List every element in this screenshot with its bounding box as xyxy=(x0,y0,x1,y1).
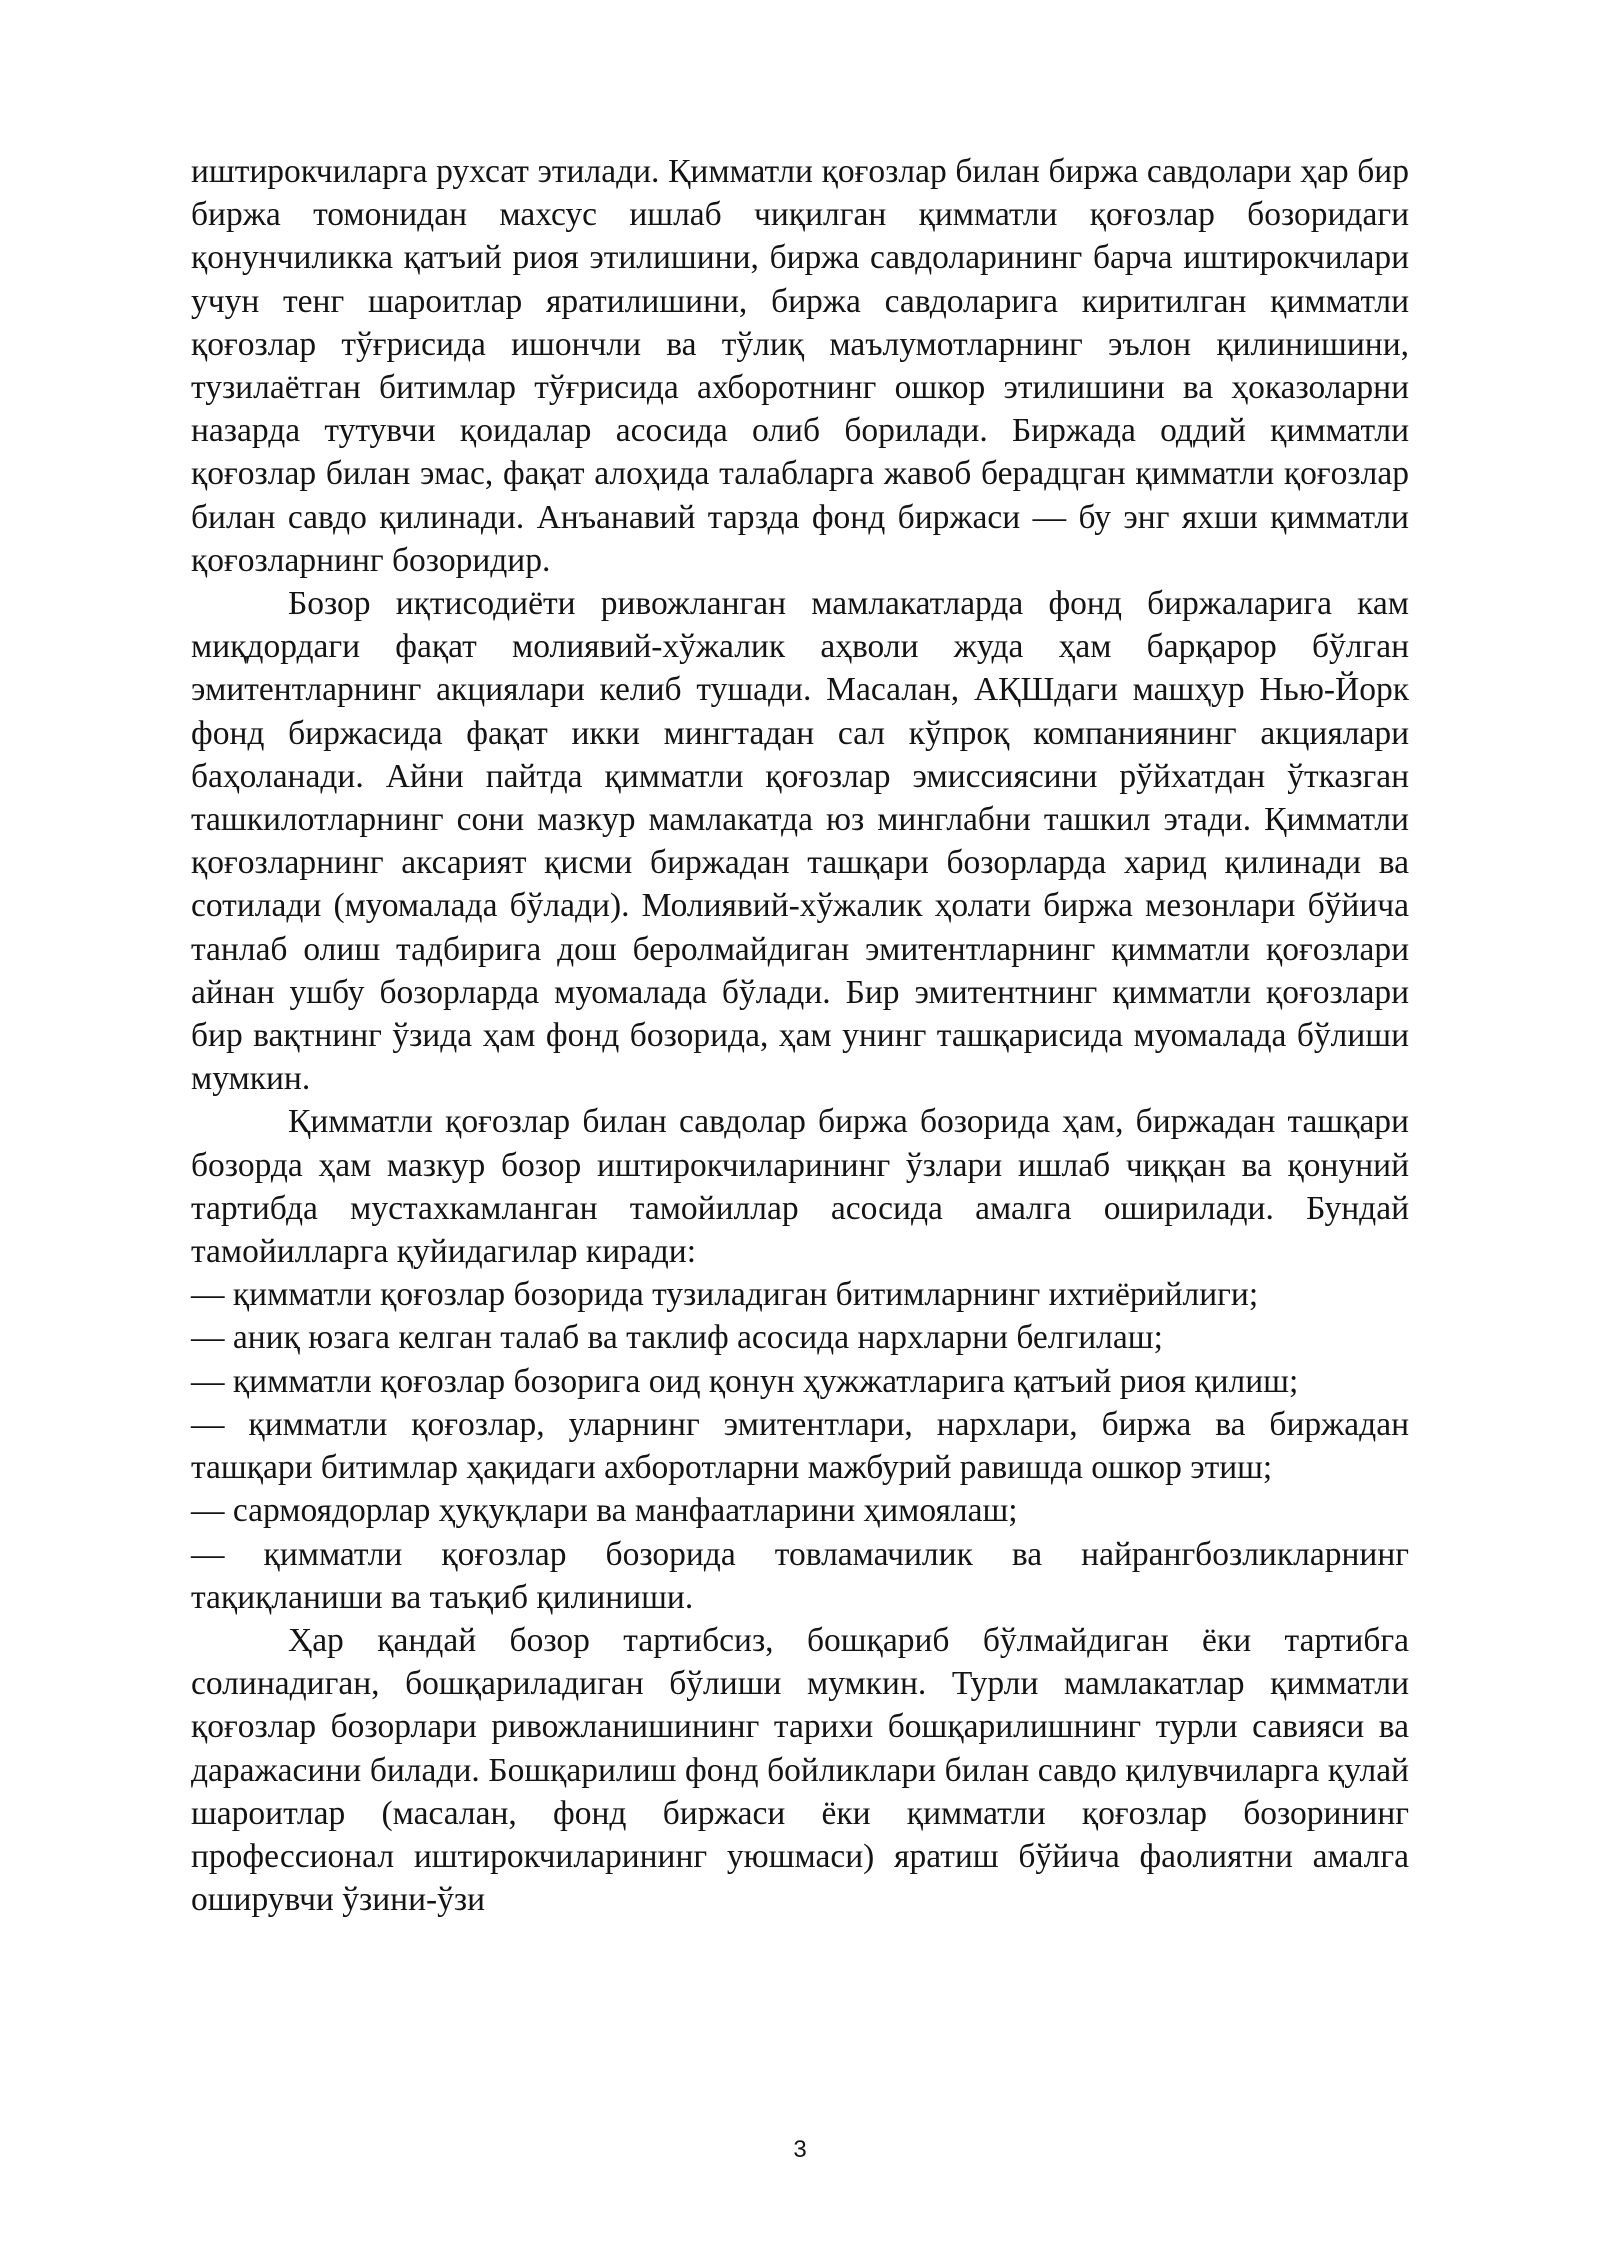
document-body xyxy=(191,150,1409,1921)
list-item-investor-protection: — сармоядорлар ҳуқуқлари ва манфаатларини ҳимоялаш; xyxy=(191,1492,1018,1530)
page-number: 3 xyxy=(793,2136,807,2163)
paragraph-stock-exchanges: Бозор иқтисодиёти ривожланган мамлакатларда фонд биржаларига кам миқдордаги фақат молиявий-хўжалик аҳволи жуда ҳам барқарор бўлган эмитентларнинг акциялари келиб тушади. Масалан, АҚШдаги машҳур Нью-Йорк фонд биржасида фақат икки мингтадан сал кўпроқ компаниянинг акциялари баҳоланади. Айни пайтда қимматли қоғозлар эмиссиясини рўйхатдан ўтказган ташкилотларнинг сони мазкур мамлакатда юз минглабни ташкил этади. Қимматли қоғозларнинг аксарият қисми биржадан ташқари бозорларда харид қилинади ва сотилади (муомалада бўлади). Молиявий-хўжалик ҳолати биржа мезонлари бўйича танлаб олиш тадбирига дош беролмайдиган эмитентларнинг қимматли қоғозлари айнан ушбу бозорларда муомалада бўлади. Бир эмитентнинг қимматли қоғозлари бир вақтнинг ўзида ҳам фонд бозорида, ҳам унинг ташқарисида муомалада бўлиши мумкин. xyxy=(191,585,1409,1098)
paragraph-continued: иштирокчиларга рухсат этилади. Қимматли қоғозлар билан биржа савдолари ҳар бир биржа томонидан махсус ишлаб чиқилган қимматли қоғозлар бозоридаги қонунчиликка қатъий риоя этилишини, биржа савдоларининг барча иштирокчилари учун тенг шароитлар яратилишини, биржа савдоларига киритилган қимматли қоғозлар тўғрисида ишончли ва тўлиқ маълумотларнинг эълон қилинишини, тузилаётган битимлар тўғрисида ахборотнинг ошкор этилишини ва ҳоказоларни назарда тутувчи қоидалар асосида олиб борилади. Биржада оддий қимматли қоғозлар билан эмас, фақат алоҳида талабларга жавоб берадцган қимматли қоғозлар билан савдо қилинади. Анъанавий тарзда фонд биржаси — бу энг яхши қимматли қоғозларнинг бозоридир. xyxy=(191,153,1409,579)
list-item-voluntariness: — қимматли қоғозлар бозорида тузиладиган битимларнинг ихтиёрийлиги; xyxy=(191,1276,1259,1314)
paragraph-market-regulation: Ҳар қандай бозор тартибсиз, бошқариб бўлмайдиган ёки тартибга солинадиган, бошқариладиган бўлиши мумкин. Турли мамлакатлар қимматли қоғозлар бозорлари ривожланишининг тарихи бошқарилишнинг турли савияси ва даражасини билади. Бошқарилиш фонд бойликлари билан савдо қилувчиларга қулай шароитлар (масалан, фонд биржаси ёки қимматли қоғозлар бозорининг профессионал иштирокчиларининг уюшмаси) яратиш бўйича фаолиятни амалга оширувчи ўзини-ўзи xyxy=(191,1621,1409,1919)
list-item-disclosure: — қимматли қоғозлар, уларнинг эмитентлари, нархлари, биржа ва биржадан ташқари битимлар ҳақидаги ахборотларни мажбурий равишда ошкор этиш; xyxy=(191,1405,1409,1487)
list-item-pricing: — аниқ юзага келган талаб ва таклиф асосида нархларни белгилаш; xyxy=(191,1319,1163,1357)
paragraph-principles-intro: Қимматли қоғозлар билан савдолар биржа бозорида ҳам, биржадан ташқари бозорда ҳам мазкур бозор иштирокчиларининг ўзлари ишлаб чиққан ва қонуний тартибда мустахкамланган тамойиллар асосида амалга оширилади. Бундай тамойилларга қуйидагилар киради: xyxy=(191,1103,1409,1271)
list-item-fraud-prohibition: — қимматли қоғозлар бозорида товламачилик ва найрангбозликларнинг тақиқланиши ва таъқиб қилиниши. xyxy=(191,1535,1409,1616)
list-item-legal-compliance: — қимматли қоғозлар бозорига оид қонун ҳужжатларига қатъий риоя қилиш; xyxy=(191,1362,1299,1400)
